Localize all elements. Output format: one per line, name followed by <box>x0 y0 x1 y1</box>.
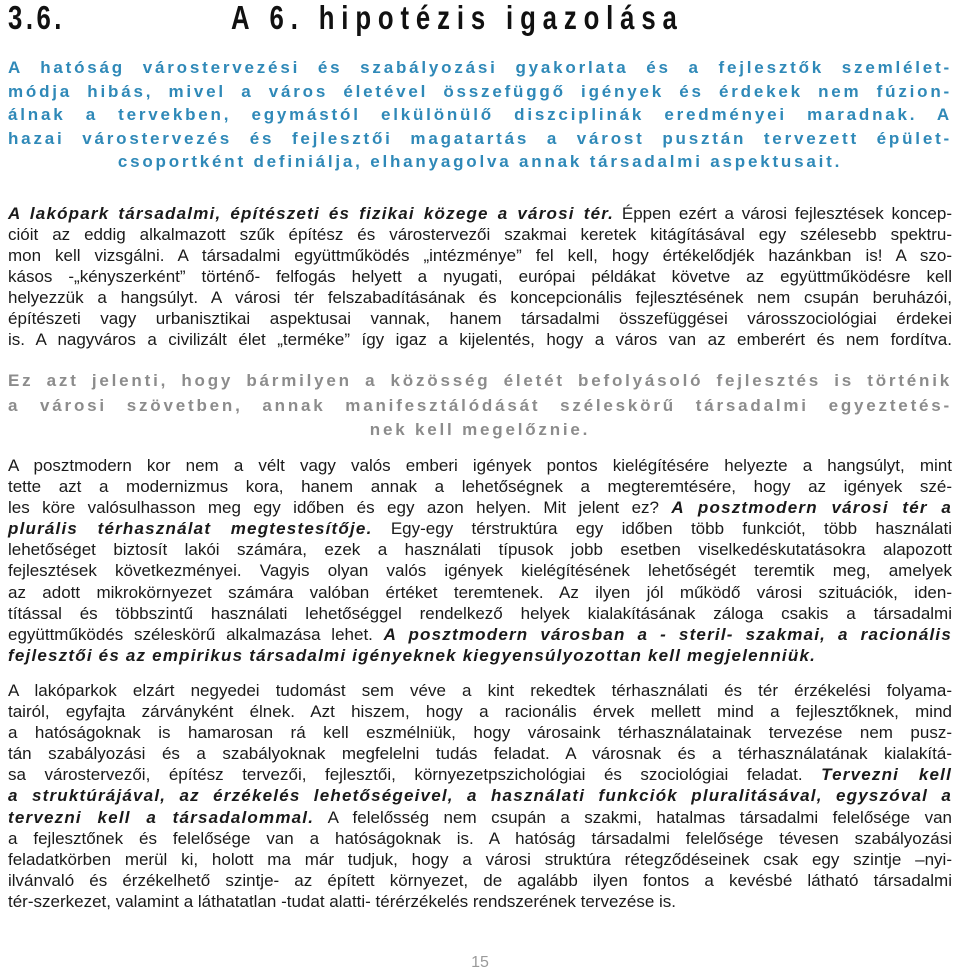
text-line <box>8 828 952 849</box>
text-run: hazai várostervezés és fejlesztői magatartás a várost pusztán tervezett épület- <box>8 128 952 148</box>
emphasis-run: Tervezni kell <box>821 765 952 785</box>
text-line <box>8 680 952 701</box>
text-run: nek kell megelőznie. <box>369 420 591 439</box>
body-paragraph <box>8 680 952 912</box>
text-run: tette azt a modernizmus kora, hanem annak a lehetőségnek a megteremtésére, hogy az igények szé- <box>8 477 952 497</box>
text-line <box>8 603 952 624</box>
text-run: les köre valósulhasson meg egy időben és egy azon helyen. Mit jelent ez? <box>8 498 672 518</box>
text-line <box>8 891 952 912</box>
text-line <box>8 56 952 80</box>
text-run: fejlesztések következményei. Vagyis olyan valós igények kielégítésének lehetőségét teremtik meg, amelyek <box>8 561 952 581</box>
text-line <box>8 245 952 266</box>
text-line <box>8 870 952 891</box>
text-run: tairól, egyfajta zárványként élnek. Azt hiszem, hogy a racionális érvek mellett mind a fejlesztőknek, mind <box>8 702 952 722</box>
text-line <box>8 203 952 224</box>
text-run: ilvánvaló és érzékelhető szintje- az épített környezet, de agalább ilyen fontos a kevésbé látható társadalmi <box>8 870 952 890</box>
section-number: 3.6. <box>8 0 65 36</box>
text-line <box>8 785 952 806</box>
emphasis-run: plurális térhasználat megtestesítője. <box>8 519 373 539</box>
body-paragraph <box>8 203 952 350</box>
text-run: Egy-egy térstruktúra egy időben több funkciót, több használati <box>372 519 952 539</box>
text-run: feladatkörben merül ki, holott ma már tudjuk, hogy a városi struktúra rétegződéseinek csak egy szintje –nyi- <box>8 849 952 869</box>
text-run: Ez azt jelenti, hogy bármilyen a közösség életét befolyásoló fejlesztés is történik <box>8 371 952 390</box>
emphasis-run: tervezni kell a társadalommal. <box>8 807 315 827</box>
page-header <box>0 0 960 38</box>
text-run: tán szabályozási és a szabályoknak megfelelni tudás feladat. A városnak és a térhasználatának kialakítá- <box>8 744 952 764</box>
text-line <box>8 103 952 127</box>
text-line <box>8 150 952 174</box>
text-run: kásos -„kényszerként” történő- felfogás helyett a nyugati, európai példákat követve az együttműködésre kell <box>8 267 952 286</box>
emphasis-run: a struktúrájával, az érzékelés lehetőségeivel, a használati funkciók pluralitásával, egyszóval a <box>8 786 952 806</box>
text-line <box>8 369 952 394</box>
text-run: mon kell vizsgálni. A társadalmi együttműködés „intézménye” fel kell, hogy értékelődjék hazánkban is! A szo- <box>8 246 952 265</box>
text-line <box>8 849 952 870</box>
text-run: A posztmodern kor nem a vélt vagy valós emberi igények pontos kielégítésére helyezte a hangsúlyt, mint <box>8 456 952 475</box>
text-run: a fejlesztőnek és felelősége van a hatóságoknak is. A hatóság társadalmi felelősége tévesen szabályozási <box>8 828 952 848</box>
text-line <box>8 539 952 560</box>
text-run: lehetőséget biztosít lakói számára, ezek a használati típusok jobb esetben viselkedéskutatásokra alapozott <box>8 540 952 560</box>
text-run: sa várostervezői, építész tervezői, fejlesztői, környezetpszichológiai és szociológiai feladat. <box>8 765 822 785</box>
text-line <box>8 624 952 645</box>
text-run: is. A nagyváros a civilizált élet „terméke” így igaz a kijelentés, hogy a város van az emberért és nem fordítva. <box>8 330 952 349</box>
text-line <box>8 224 952 245</box>
text-line <box>8 127 952 151</box>
text-run: az adott mikrokörnyezet számára valóban értéket teremtenek. Az ilyen jól működő városi szituációk, iden- <box>8 582 952 602</box>
text-line <box>8 287 952 308</box>
text-line <box>8 701 952 722</box>
text-line <box>8 266 952 287</box>
section-title: A 6. hipotézis igazolása <box>231 0 684 36</box>
text-line <box>8 743 952 764</box>
emphasis-run: A lakópark társadalmi, építészeti és fizikai közege a városi tér. <box>8 204 615 223</box>
emphasis-run: A posztmodern városi tér a <box>671 498 952 518</box>
text-run: A hatóság várostervezési és szabályozási gyakorlata és a fejlesztők szemlélet- <box>8 58 952 77</box>
text-line <box>8 418 952 443</box>
emphasis-run: fejlesztői és az empirikus társadalmi igényeknek kiegyensúlyozottan kell megjelenniük. <box>8 645 817 665</box>
text-run: títással és többszintű használati lehetőséggel rendelkező helyek kialakításának záloga csakis a társadalmi <box>8 603 952 623</box>
text-line <box>8 476 952 497</box>
emphasis-run: A posztmodern városban a - steril- szakmai, a racionális <box>383 624 952 644</box>
text-line <box>8 394 952 419</box>
text-run: a hatóságoknak is hamarosan rá kell eszmélniük, hogy városaink térhasználatainak tervezése nem pusz- <box>8 723 952 743</box>
text-run: cióit az eddig alkalmazott szűk építész és várostervezői szakmai keretek kitágításával egy szélesebb spektru- <box>8 225 952 244</box>
text-run: építészeti vagy urbanisztikai aspektusai vannak, hanem társadalmi összefüggései városszociológiai érdekei <box>8 309 952 328</box>
text-line <box>8 80 952 104</box>
text-line <box>8 807 952 828</box>
text-line <box>8 582 952 603</box>
text-line <box>8 645 952 666</box>
text-run: tér-szerkezet, valamint a láthatatlan -tudat alatti- térérzékelés rendszerének tervezése is. <box>8 891 677 911</box>
text-run: módja hibás, mivel a város életével összefüggő igények és érdekek nem fúzion- <box>8 81 952 101</box>
text-line <box>8 560 952 581</box>
text-line <box>8 497 952 518</box>
text-run: A felelősség nem csupán a szakmi, hatalmas társadalmi felelősége van <box>314 807 953 827</box>
conclusion-statement <box>8 369 952 443</box>
text-line <box>8 518 952 539</box>
text-line <box>8 722 952 743</box>
text-run: együttműködés széleskörű alkalmazása lehet. <box>8 624 384 644</box>
text-run: csoportként definiálja, elhanyagolva annak társadalmi aspektusait. <box>117 152 843 171</box>
body-paragraph <box>8 455 952 666</box>
text-run: Éppen ezért a városi fejlesztések koncep- <box>614 204 953 223</box>
text-line <box>8 329 952 350</box>
text-run: helyezzük a hangsúlyt. A városi tér felszabadításának és koncepcionális fejlesztésének nem csupán beruházói, <box>8 288 952 307</box>
text-line <box>8 764 952 785</box>
text-line <box>8 308 952 329</box>
text-run: A lakóparkok elzárt negyedei tudomást sem véve a kint rekedtek térhasználati és tér érzékelési folyama- <box>8 681 952 700</box>
text-run: a városi szövetben, annak manifesztálódását széleskörű társadalmi egyeztetés- <box>8 395 952 415</box>
text-line <box>8 455 952 476</box>
text-run: álnak a tervekben, egymástól elkülönülő diszciplinák eredményei maradnak. A <box>8 105 952 124</box>
page-number: 15 <box>471 954 489 971</box>
hypothesis-statement <box>8 56 952 174</box>
